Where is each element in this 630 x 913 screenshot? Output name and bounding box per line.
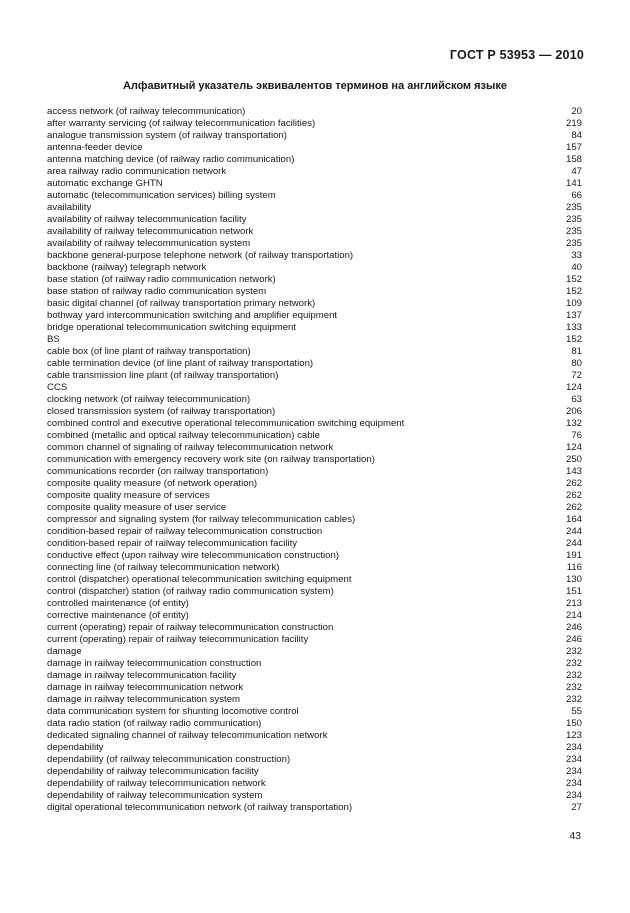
entry-term: composite quality measure (of network operation) [47,478,258,489]
index-entry [47,574,582,586]
entry-term: corrective maintenance (of entity) [47,610,189,621]
entry-page-ref: 55 [571,706,582,717]
entry-page-ref: 206 [565,406,582,417]
index-entry [47,262,582,274]
entry-term: automatic (telecommunication services) billing system [47,190,276,201]
entry-page-ref: 143 [565,466,582,477]
entry-term: communication with emergency recovery work site (on railway transportation) [47,454,375,465]
document-code: ГОСТ Р 53953 — 2010 [449,48,584,62]
entry-page-ref: 116 [566,562,582,573]
index-entry [47,490,582,502]
entry-page-ref: 20 [571,106,582,117]
entry-term: closed transmission system (of railway transportation) [47,406,276,417]
entry-page-ref: 130 [565,574,582,585]
entry-page-ref: 63 [571,394,582,405]
entry-term: control (dispatcher) station (of railway radio communication system) [47,586,334,597]
entry-term: availability of railway telecommunication facility [47,214,247,225]
entry-term: composite quality measure of user service [47,502,227,513]
index-entry [47,778,582,790]
entry-page-ref: 76 [571,430,582,441]
index-entry [47,586,582,598]
index-entry [47,202,582,214]
entry-page-ref: 47 [571,166,582,177]
index-entry [47,382,582,394]
index-entry [47,322,582,334]
index-entry [47,142,582,154]
entry-page-ref: 66 [571,190,582,201]
index-entry [47,226,582,238]
index-entry [47,106,582,118]
entry-page-ref: 152 [565,334,582,345]
index-entry [47,670,582,682]
entry-term: conductive effect (upon railway wire telecommunication construction) [47,550,340,561]
index-entry [47,754,582,766]
entry-term: base station of railway radio communication system [47,286,267,297]
entry-page-ref: 262 [565,478,582,489]
entry-term: controlled maintenance (of entity) [47,598,189,609]
entry-page-ref: 214 [565,610,582,621]
entry-page-ref: 141 [565,178,582,189]
entry-page-ref: 152 [565,274,582,285]
entry-term: condition-based repair of railway telecommunication facility [47,538,298,549]
entry-page-ref: 250 [565,454,582,465]
index-entry [47,694,582,706]
entry-term: antenna-feeder device [47,142,143,153]
entry-term: cable transmission line plant (of railway transportation) [47,370,279,381]
entry-term: availability of railway telecommunication system [47,238,251,249]
index-entry [47,550,582,562]
index-entry [47,346,582,358]
entry-term: availability of railway telecommunication network [47,226,254,237]
entry-page-ref: 262 [565,502,582,513]
entry-page-ref: 232 [565,646,582,657]
index-entry [47,478,582,490]
index-entry [47,634,582,646]
entry-term: combined control and executive operational telecommunication switching equipment [47,418,405,429]
entry-term: cable box (of line plant of railway transportation) [47,346,251,357]
entry-page-ref: 80 [571,358,582,369]
entry-page-ref: 234 [565,778,582,789]
index-entry [47,682,582,694]
entry-term: automatic exchange GHTN [47,178,163,189]
entry-term: antenna matching device (of railway radio communication) [47,154,295,165]
index-entry [47,658,582,670]
entry-page-ref: 246 [565,634,582,645]
index-entry [47,454,582,466]
entry-term: damage in railway telecommunication network [47,682,244,693]
index-entry [47,466,582,478]
entry-page-ref: 232 [565,670,582,681]
entry-term: availability [47,202,92,213]
entry-term: basic digital channel (of railway transportation primary network) [47,298,316,309]
entry-page-ref: 164 [565,514,582,525]
entry-page-ref: 234 [565,742,582,753]
index-entry [47,766,582,778]
entry-term: control (dispatcher) operational telecommunication switching equipment [47,574,352,585]
index-entry [47,310,582,322]
page-number: 43 [569,830,581,842]
index-entry-list [47,106,582,814]
entry-page-ref: 27 [571,802,582,813]
entry-term: dependability [47,742,104,753]
entry-term: composite quality measure of services [47,490,210,501]
index-entry [47,370,582,382]
entry-term: BS [47,334,60,345]
entry-term: dependability of railway telecommunication facility [47,766,259,777]
index-entry [47,298,582,310]
entry-page-ref: 232 [565,682,582,693]
entry-term: digital operational telecommunication network (of railway transportation) [47,802,353,813]
index-entry [47,190,582,202]
entry-term: dependability of railway telecommunication network [47,778,266,789]
index-entry [47,274,582,286]
entry-term: condition-based repair of railway telecommunication construction [47,526,323,537]
entry-term: backbone general-purpose telephone network (of railway transportation) [47,250,354,261]
entry-page-ref: 123 [565,730,582,741]
entry-page-ref: 151 [565,586,582,597]
index-entry [47,442,582,454]
index-entry [47,622,582,634]
entry-term: backbone (railway) telegraph network [47,262,207,273]
index-entry [47,238,582,250]
entry-term: dependability of railway telecommunication system [47,790,263,801]
index-entry [47,502,582,514]
entry-term: base station (of railway radio communication network) [47,274,276,285]
entry-term: damage in railway telecommunication construction [47,658,262,669]
entry-page-ref: 132 [565,418,582,429]
entry-page-ref: 124 [565,442,582,453]
entry-term: common channel of signaling of railway telecommunication network [47,442,334,453]
entry-page-ref: 152 [565,286,582,297]
index-entry [47,118,582,130]
entry-term: bridge operational telecommunication switching equipment [47,322,297,333]
entry-term: communications recorder (on railway transportation) [47,466,269,477]
entry-page-ref: 235 [565,226,582,237]
index-entry [47,730,582,742]
entry-page-ref: 40 [571,262,582,273]
index-entry [47,166,582,178]
index-entry [47,358,582,370]
index-entry [47,790,582,802]
entry-term: after warranty servicing (of railway telecommunication facilities) [47,118,316,129]
index-entry [47,718,582,730]
index-entry [47,706,582,718]
index-entry [47,214,582,226]
index-entry [47,562,582,574]
index-entry [47,598,582,610]
entry-page-ref: 124 [565,382,582,393]
index-entry [47,430,582,442]
entry-page-ref: 150 [565,718,582,729]
entry-page-ref: 244 [565,538,582,549]
entry-term: cable termination device (of line plant of railway transportation) [47,358,314,369]
entry-page-ref: 244 [565,526,582,537]
entry-term: clocking network (of railway telecommunication) [47,394,251,405]
entry-page-ref: 262 [565,490,582,501]
entry-page-ref: 234 [565,766,582,777]
index-entry [47,394,582,406]
entry-term: dedicated signaling channel of railway telecommunication network [47,730,328,741]
entry-page-ref: 232 [565,658,582,669]
entry-page-ref: 157 [565,142,582,153]
entry-term: data radio station (of railway radio communication) [47,718,262,729]
entry-term: analogue transmission system (of railway transportation) [47,130,287,141]
index-entry [47,538,582,550]
entry-page-ref: 246 [565,622,582,633]
entry-term: area railway radio communication network [47,166,227,177]
entry-page-ref: 234 [565,790,582,801]
index-entry [47,802,582,814]
entry-term: connecting line (of railway telecommunication network) [47,562,280,573]
index-entry [47,646,582,658]
index-title: Алфавитный указатель эквивалентов терминов на английском языке [122,80,507,92]
entry-page-ref: 72 [571,370,582,381]
entry-page-ref: 235 [565,202,582,213]
index-entry [47,742,582,754]
index-entry [47,514,582,526]
index-entry [47,406,582,418]
index-entry [47,250,582,262]
entry-term: damage [47,646,82,657]
entry-page-ref: 235 [565,214,582,225]
index-entry [47,526,582,538]
entry-term: dependability (of railway telecommunication construction) [47,754,291,765]
entry-page-ref: 213 [565,598,582,609]
entry-term: access network (of railway telecommunication) [47,106,246,117]
index-entry [47,334,582,346]
entry-page-ref: 232 [565,694,582,705]
index-entry [47,130,582,142]
entry-page-ref: 84 [571,130,582,141]
entry-page-ref: 158 [565,154,582,165]
index-entry [47,610,582,622]
index-entry [47,418,582,430]
entry-term: current (operating) repair of railway telecommunication construction [47,622,334,633]
index-entry [47,178,582,190]
entry-term: current (operating) repair of railway telecommunication facility [47,634,309,645]
entry-page-ref: 234 [565,754,582,765]
entry-term: bothway yard intercommunication switching and amplifier equipment [47,310,338,321]
entry-term: damage in railway telecommunication system [47,694,241,705]
entry-page-ref: 137 [565,310,582,321]
entry-page-ref: 109 [565,298,582,309]
entry-term: combined (metallic and optical railway telecommunication) cable [47,430,321,441]
entry-page-ref: 33 [571,250,582,261]
entry-page-ref: 81 [571,346,582,357]
index-entry [47,154,582,166]
entry-page-ref: 235 [565,238,582,249]
entry-term: damage in railway telecommunication facility [47,670,237,681]
entry-page-ref: 133 [565,322,582,333]
entry-page-ref: 219 [565,118,582,129]
entry-term: CCS [47,382,68,393]
index-entry [47,286,582,298]
entry-term: compressor and signaling system (for railway telecommunication cables) [47,514,356,525]
entry-page-ref: 191 [565,550,582,561]
entry-term: data communication system for shunting locomotive control [47,706,299,717]
